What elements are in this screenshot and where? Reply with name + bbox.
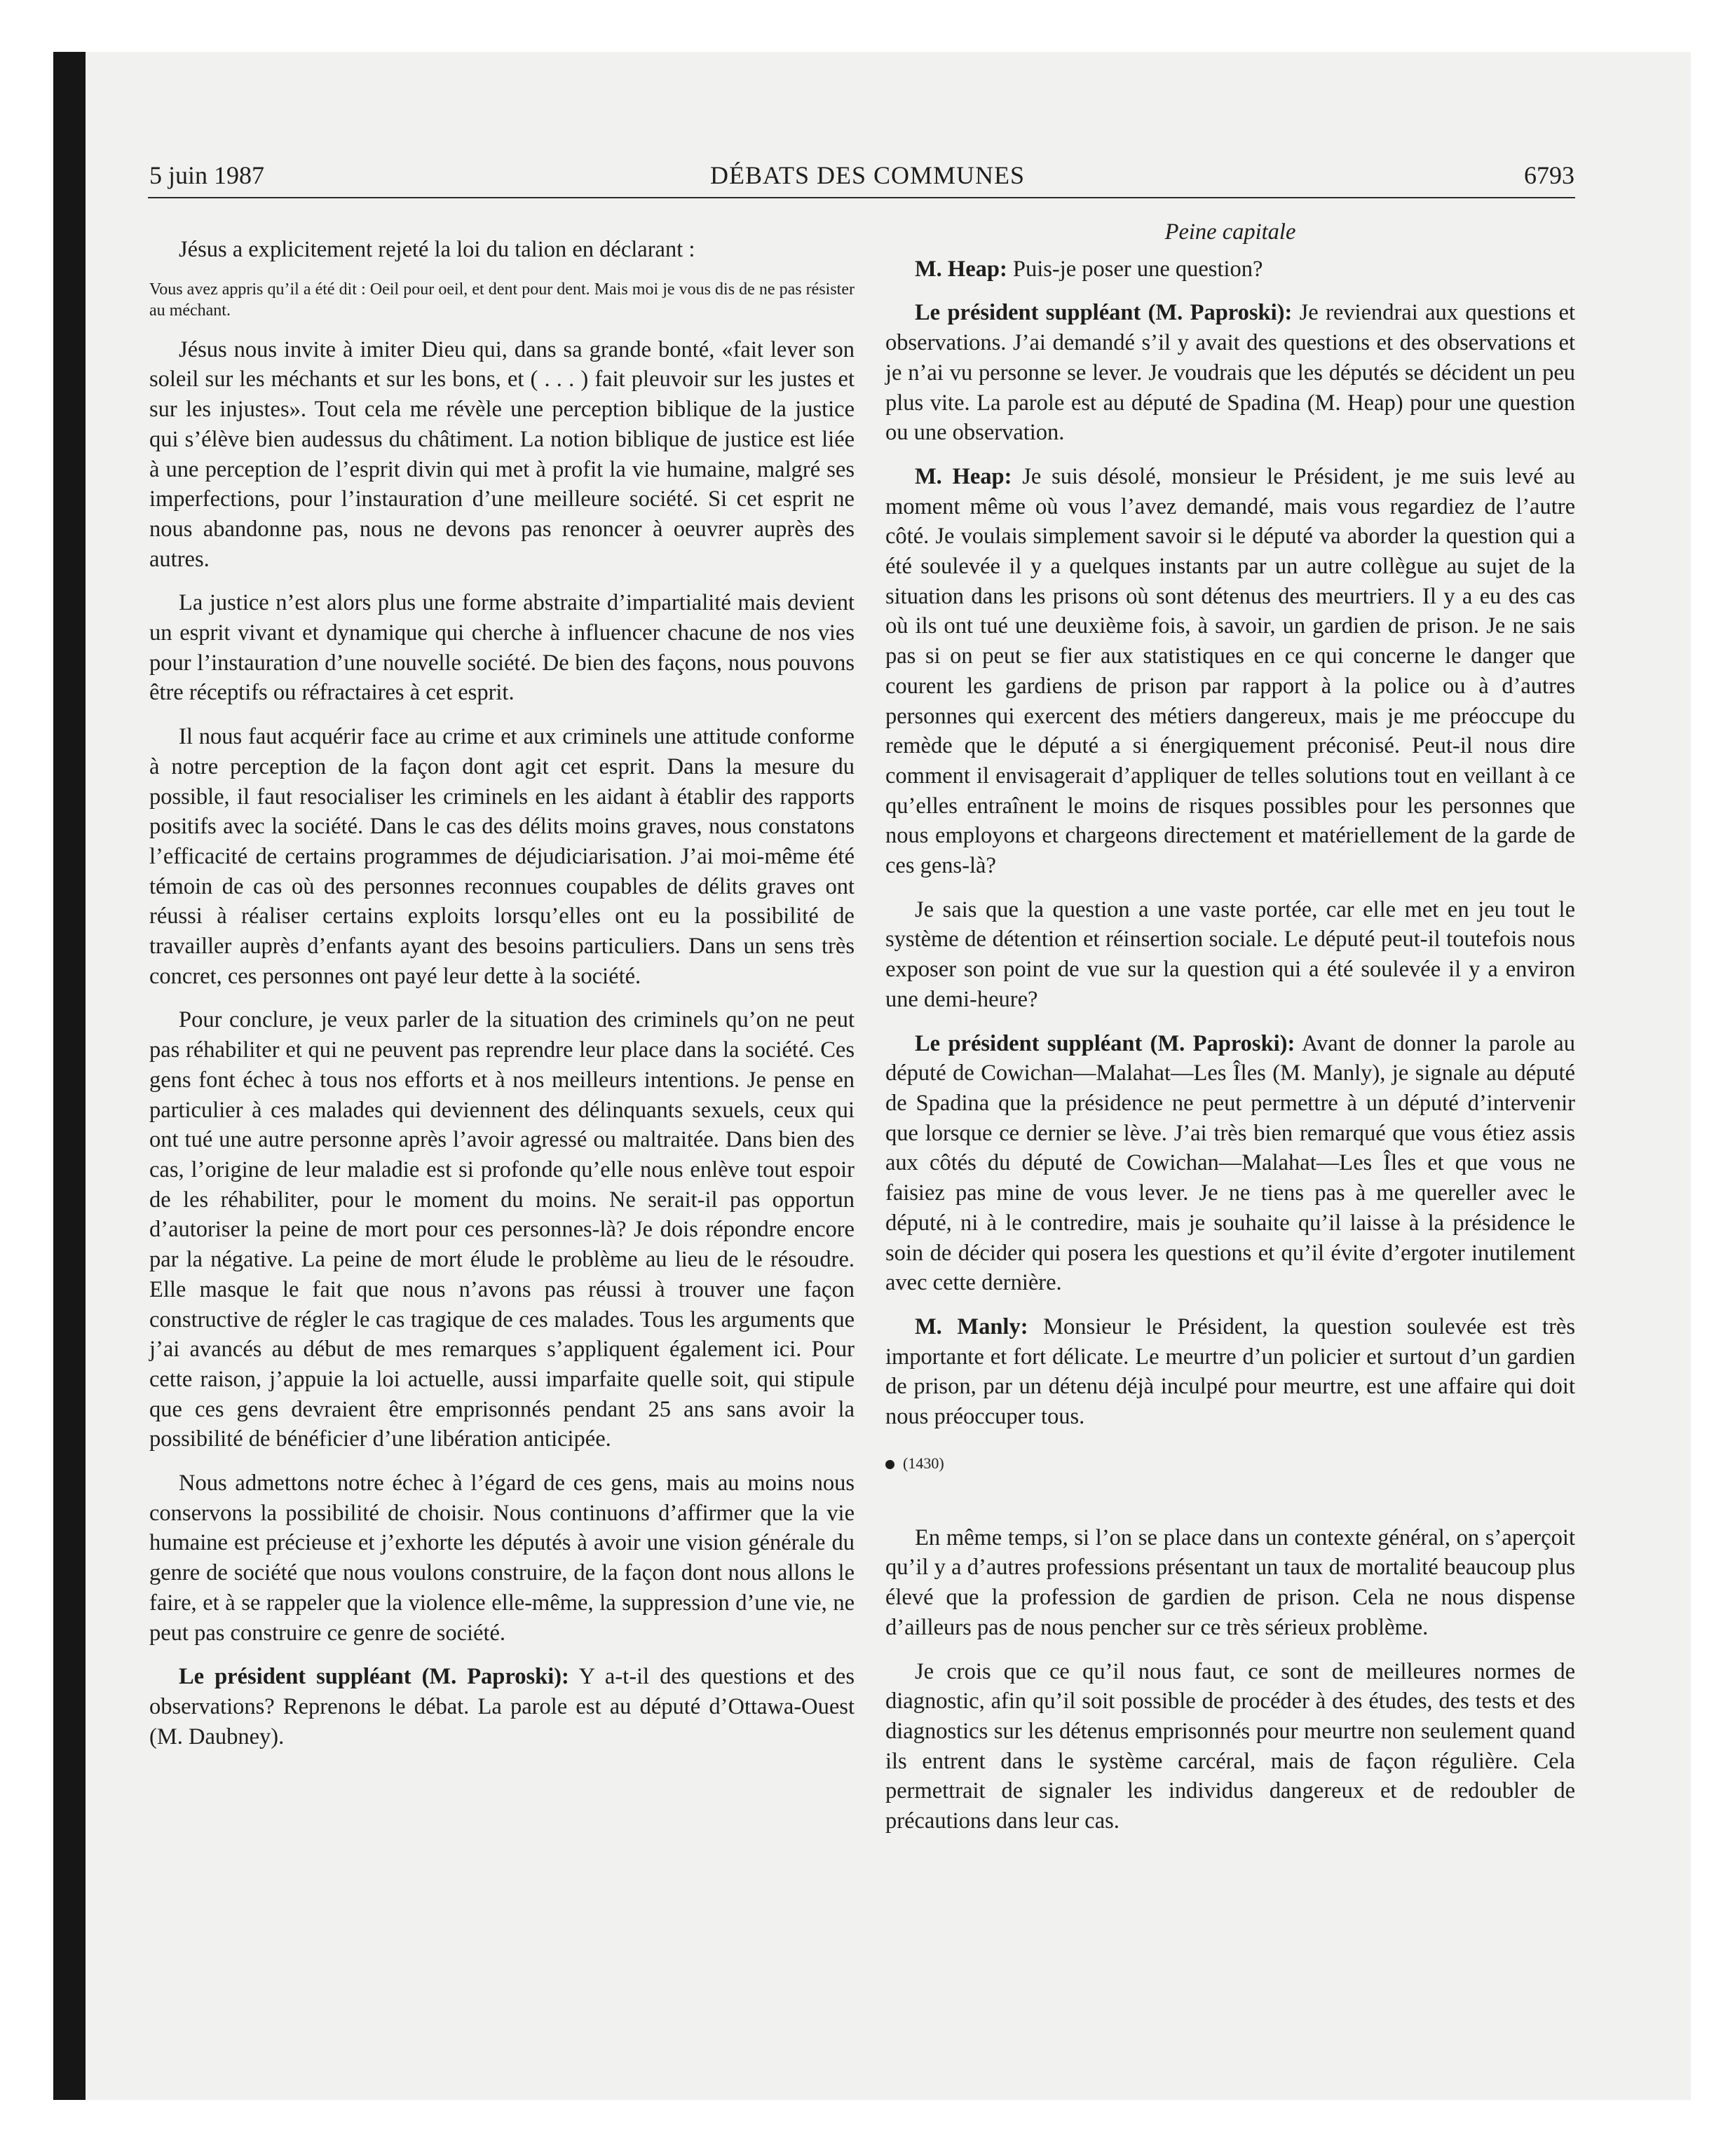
speaker-name: Le président suppléant (M. Paproski): <box>179 1664 569 1690</box>
speech-text: Je suis désolé, monsieur le Président, je me suis levé au moment même où vous l’avez demandé, mais vous regardiez de l’autre côté. Je voulais simplement savoir si le député va aborder la question qui a été soulevée il y a quelques instants par un autre collègue au sujet de la situation dans les prisons où sont détenus des meurtriers. Il y a eu des cas où ils ont tué une deuxième fois, à savoir, un gardien de prison. Je ne sais pas si on peut se fier aux statistiques en ce qui concerne le danger que courent les gardiens de prison par rapport à la police ou à d’autres personnes qui exercent des métiers dangereux, mais je me préoccupe du remède que le député a si énergiquement préconisé. Peut-il nous dire comment il envisagerait d’appliquer de telles solutions tout en veillant à ce qu’elles entraînent le moins de risques possibles pour les personnes que nous employons et chargeons directement et matériellement de la garde de ces gens-là? <box>885 463 1576 879</box>
paragraph: La justice n’est alors plus une forme abstraite d’impartialité mais devient un esprit vivant et dynamique qui cherche à influencer chacune de nos vies pour l’instauration d’une nouvelle société. De bien des façons, nous pouvons être réceptifs ou réfractaires à cet esprit. <box>149 590 855 706</box>
paragraph: Jésus nous invite à imiter Dieu qui, dans sa grande bonté, «fait lever son soleil sur les méchants et sur les bons, et ( . . . ) fait pleuvoir sur les justes et sur les injustes». Tout cela me révèle une perception biblique de la justice qui s’élève bien audessus du châtiment. La notion biblique de justice est liée à une perception de l’esprit divin qui met à profit la vie humaine, malgré ses imperfections, pour l’instauration d’une meilleure société. Si cet esprit ne nous abandonne pas, nous ne devons pas renoncer à oeuvrer auprès des autres. <box>149 336 855 572</box>
binding-edge <box>53 52 86 2100</box>
paragraph: Pour conclure, je veux parler de la situation des criminels qu’on ne peut pas réhabiliter et qui ne peuvent pas reprendre leur place dans la société. Ces gens font échec à tous nos efforts et à nos meilleurs intentions. Je pense en particulier à ces malades qui deviennent des délinquants sexuels, ceux qui ont tué une autre personne après l’avoir agressé ou maltraitée. Dans bien des cas, l’origine de leur maladie est si profonde qu’elle nous enlève tout espoir de les réhabiliter, pour le moment du moins. Ne serait-il pas opportun d’autoriser la peine de mort pour ces personnes-là? Je dois répondre encore par la négative. La peine de mort élude le problème au lieu de le résoudre. Elle masque le fait que nous n’avons pas réussi à trouver une façon constructive de régler le cas tragique de ces malades. Tous les arguments que j’ai avancés au début de mes remarques s’appliquent également ici. Pour cette raison, j’appuie la loi actuelle, aussi imparfaite quelle soit, qui stipule que ces gens devraient être emprisonnés pendant 25 ans sans avoir la possibilité de bénéficier d’une libération anticipée. <box>149 1007 855 1452</box>
speech-text: Puis-je poser une question? <box>1007 256 1263 282</box>
time-marker-label: (1430) <box>903 1454 944 1472</box>
speaker-name: Le président suppléant (M. Paproski): <box>915 1030 1295 1056</box>
speaker-paragraph <box>885 254 1575 285</box>
time-marker <box>885 1453 1575 1474</box>
speech-text: Je reviendrai aux questions et observations. J’ai demandé s’il y avait des questions et des observations et je n’ai vu personne se lever. Je voudrais que les députés se décident un peu plus vite. La parole est au député de Spadina (M. Heap) pour une question ou une observation. <box>885 300 1575 446</box>
left-column <box>149 235 855 1752</box>
header-title: DÉBATS DES COMMUNES <box>709 161 1026 189</box>
header-date: 5 juin 1987 <box>149 161 265 189</box>
paragraph: En même temps, si l’on se place dans un contexte général, on s’aperçoit qu’il y a d’autres professions présentant un taux de mortalité beaucoup plus élevé que la profession de gardien de prison. Cela ne nous dispense d’ailleurs pas de nous pencher sur ce très sérieux problème. <box>885 1524 1575 1640</box>
speaker-paragraph <box>885 298 1575 448</box>
paragraph: Nous admettons notre échec à l’égard de ces gens, mais au moins nous conservons la possibilité de choisir. Nous continuons d’affirmer que la vie humaine est précieuse et j’exhorte les députés à avoir une vision générale du genre de société que nous voulons construire, de la façon dont nous allons le faire, et à se rappeler que la violence elle-même, la suppression d’une vie, ne peut pas construire ce genre de société. <box>149 1471 855 1646</box>
header-rule <box>148 197 1575 198</box>
speaker-paragraph <box>885 1029 1575 1298</box>
header-page-number: 6793 <box>1524 161 1574 189</box>
speaker-name: Le président suppléant (M. Paproski): <box>915 300 1293 326</box>
block-quote: Vous avez appris qu’il a été dit : Oeil pour oeil, et dent pour dent. Mais moi je vous dis de ne pas résister au méchant. <box>149 280 855 320</box>
speaker-name: M. Heap: <box>915 256 1007 282</box>
section-title: Peine capitale <box>1164 219 1296 245</box>
paragraph: Je sais que la question a une vaste portée, car elle met en jeu tout le système de détention et réinsertion sociale. Le député peut-il toutefois nous exposer son point de vue sur la question qui a été soulevée il y a environ une demi-heure? <box>885 896 1575 1012</box>
speech-text: Monsieur le Président, la question soulevée est très importante et fort délicate. Le meurtre d’un policier et surtout d’un gardien de prison, par un détenu déjà inculpé pour meurtre, est une affaire qui doit nous préoccuper tous. <box>885 1314 1575 1430</box>
speech-text: Avant de donner la parole au député de Cowichan—Malahat—Les Îles (M. Manly), je signale au député de Spadina que la présidence ne peut permettre à un député d’intervenir que lorsque ce dernier se lève. J’ai très bien remarqué que vous étiez assis aux côtés du député de Cowichan—Malahat—Les Îles et que vous ne faisiez pas mine de vous lever. Je ne tiens pas à me quereller avec le député, ni à le contredire, mais je souhaite qu’il laisse à la présidence le soin de décider qui posera les questions et qu’il évite d’ergoter inutilement avec cette dernière. <box>885 1030 1575 1296</box>
speaker-paragraph <box>885 1312 1575 1432</box>
speaker-name: M. Heap: <box>915 463 1012 489</box>
speech-text: Y a-t-il des questions et des observations? Reprenons le débat. La parole est au député d’Ottawa-Ouest (M. Daubney). <box>149 1664 855 1749</box>
right-column <box>885 217 1575 1836</box>
paragraph: Jésus a explicitement rejeté la loi du talion en déclarant : <box>179 237 695 262</box>
speaker-paragraph <box>885 462 1575 881</box>
paragraph: Je crois que ce qu’il nous faut, ce sont de meilleures normes de diagnostic, afin qu’il soit possible de procéder à des études, des tests et des diagnostics sur les détenus emprisonnés pour meurtre non seulement quand ils entrent dans le système carcéral, mais de façon régulière. Cela permettrait de signaler les individus dangereux et de redoubler de précautions dans leur cas. <box>885 1658 1575 1834</box>
bullet-dot-icon <box>885 1460 894 1469</box>
speaker-name: M. Manly: <box>915 1314 1028 1339</box>
paragraph: Il nous faut acquérir face au crime et aux criminels une attitude conforme à notre perception de la façon dont agit cet esprit. Dans la mesure du possible, il faut resocialiser les criminels en les aidant à établir des rapports positifs avec la société. Dans le cas des délits moins graves, nous constatons l’efficacité de certains programmes de déjudiciarisation. J’ai moi-même été témoin de cas où des personnes reconnues coupables de délits graves ont réussi à réaliser certains exploits lorsqu’elles ont eu la possibilité de travailler auprès d’enfants ayant des besoins particuliers. Dans un sens très concret, ces personnes ont payé leur dette à la société. <box>149 724 855 989</box>
speaker-paragraph <box>149 1662 855 1752</box>
